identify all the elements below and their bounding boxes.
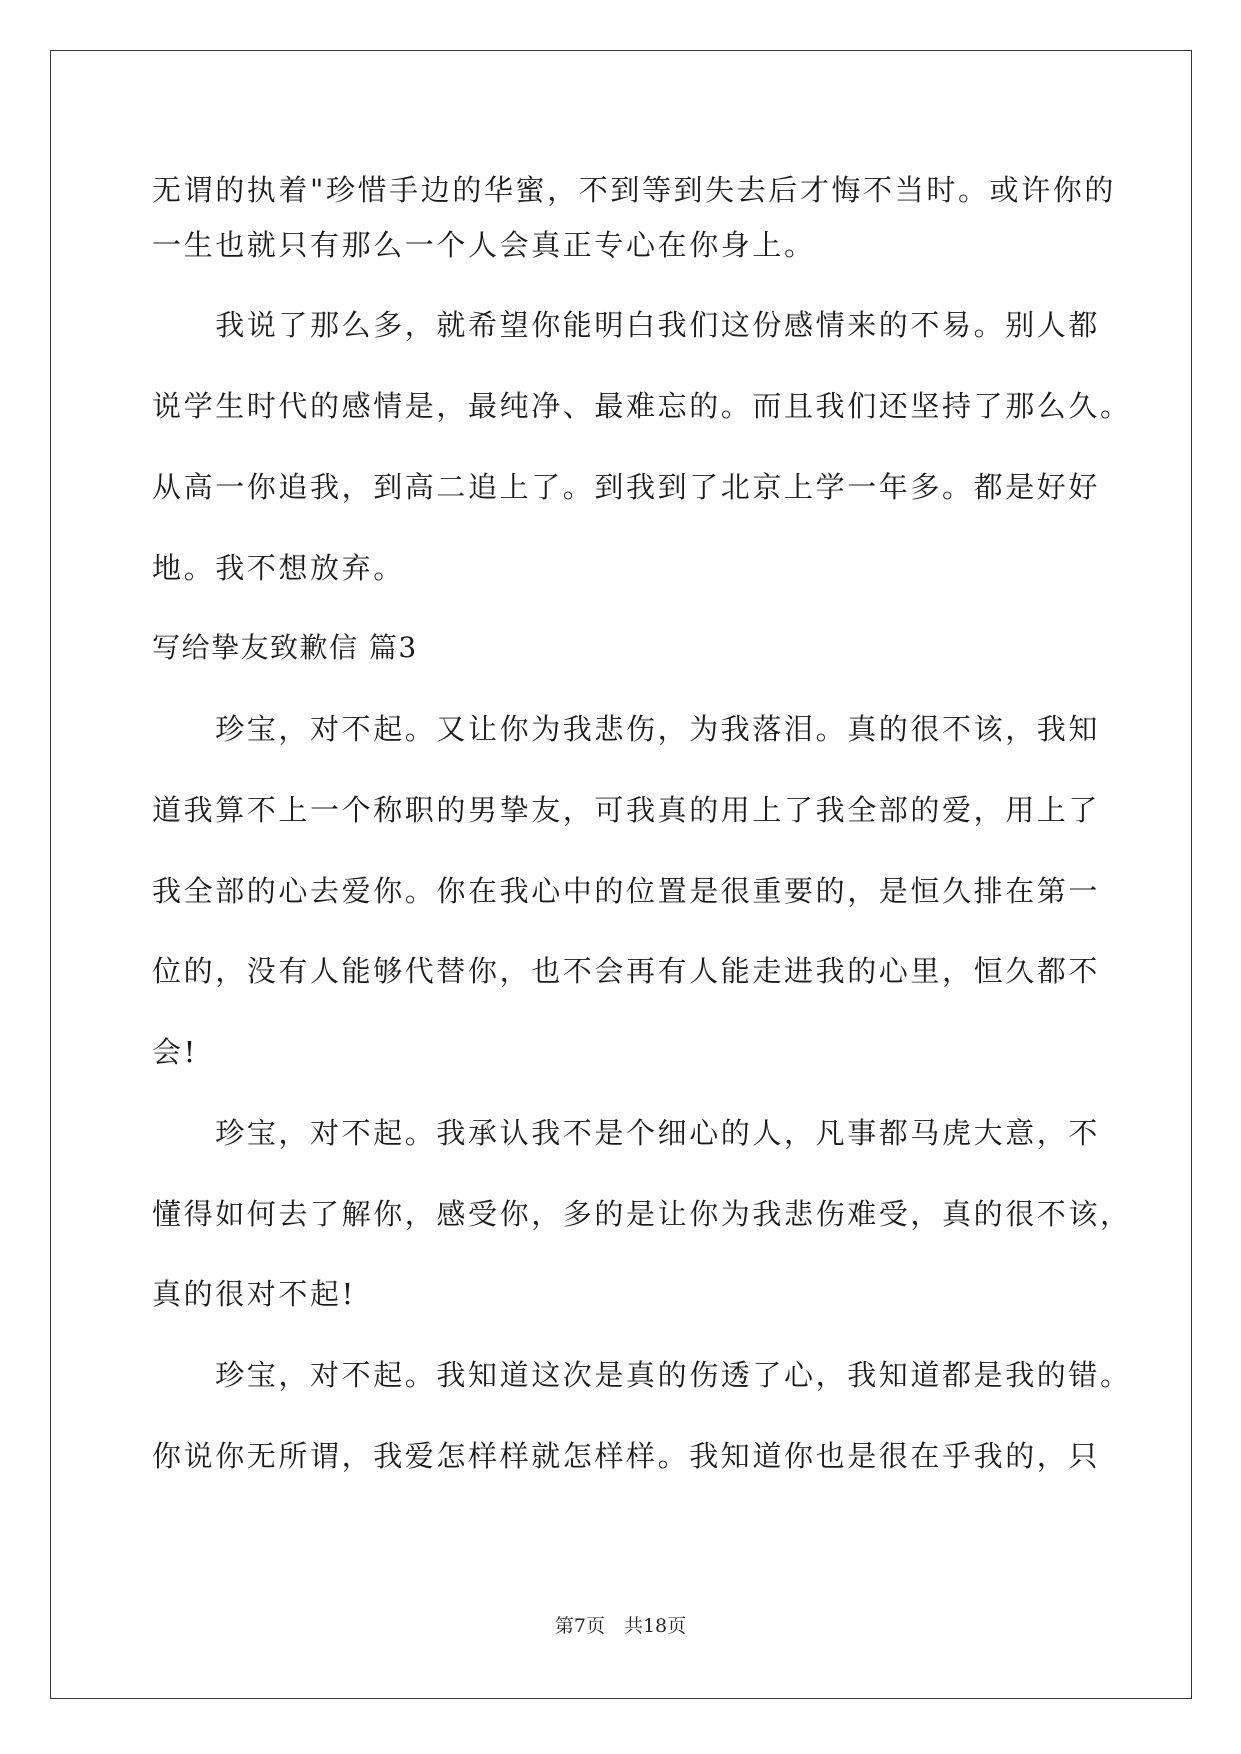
text-line: 我说了那么多，就希望你能明白我们这份感情来的不易。别人都 (152, 308, 1101, 342)
text-line: 我全部的心去爱你。你在我心中的位置是很重要的，是恒久排在第一 (152, 874, 1101, 908)
text-line: 真的很对不起! (152, 1277, 356, 1311)
text-line: 你说你无所谓，我爱怎样样就怎样样。我知道你也是很在乎我的，只 (152, 1439, 1101, 1473)
page-number-footer: 第7页 共18页 (554, 1615, 687, 1637)
text-line: 懂得如何去了解你，感受你，多的是让你为我悲伤难受，真的很不该， (152, 1197, 1132, 1231)
text-line: 珍宝，对不起。又让你为我悲伤，为我落泪。真的很不该，我知 (152, 712, 1101, 746)
text-line: 会! (152, 1035, 198, 1069)
text-line: 珍宝，对不起。我知道这次是真的伤透了心，我知道都是我的错。 (152, 1358, 1132, 1392)
section-heading: 写给挚友致歉信 篇3 (152, 631, 418, 664)
text-line: 位的，没有人能够代替你，也不会再有人能走进我的心里，恒久都不 (152, 954, 1101, 988)
text-line: 从高一你追我，到高二追上了。到我到了北京上学一年多。都是好好 (152, 470, 1101, 504)
text-line: 无谓的执着"珍惜手边的华蜜，不到等到失去后才悔不当时。或许你的 (152, 173, 1116, 207)
text-line: 一生也就只有那么一个人会真正专心在你身上。 (152, 228, 816, 262)
text-line: 地。我不想放弃。 (152, 551, 405, 585)
text-line: 说学生时代的感情是，最纯净、最难忘的。而且我们还坚持了那么久。 (152, 389, 1132, 423)
text-line: 道我算不上一个称职的男挚友，可我真的用上了我全部的爱，用上了 (152, 793, 1101, 827)
text-line: 珍宝，对不起。我承认我不是个细心的人，凡事都马虎大意，不 (152, 1116, 1101, 1150)
